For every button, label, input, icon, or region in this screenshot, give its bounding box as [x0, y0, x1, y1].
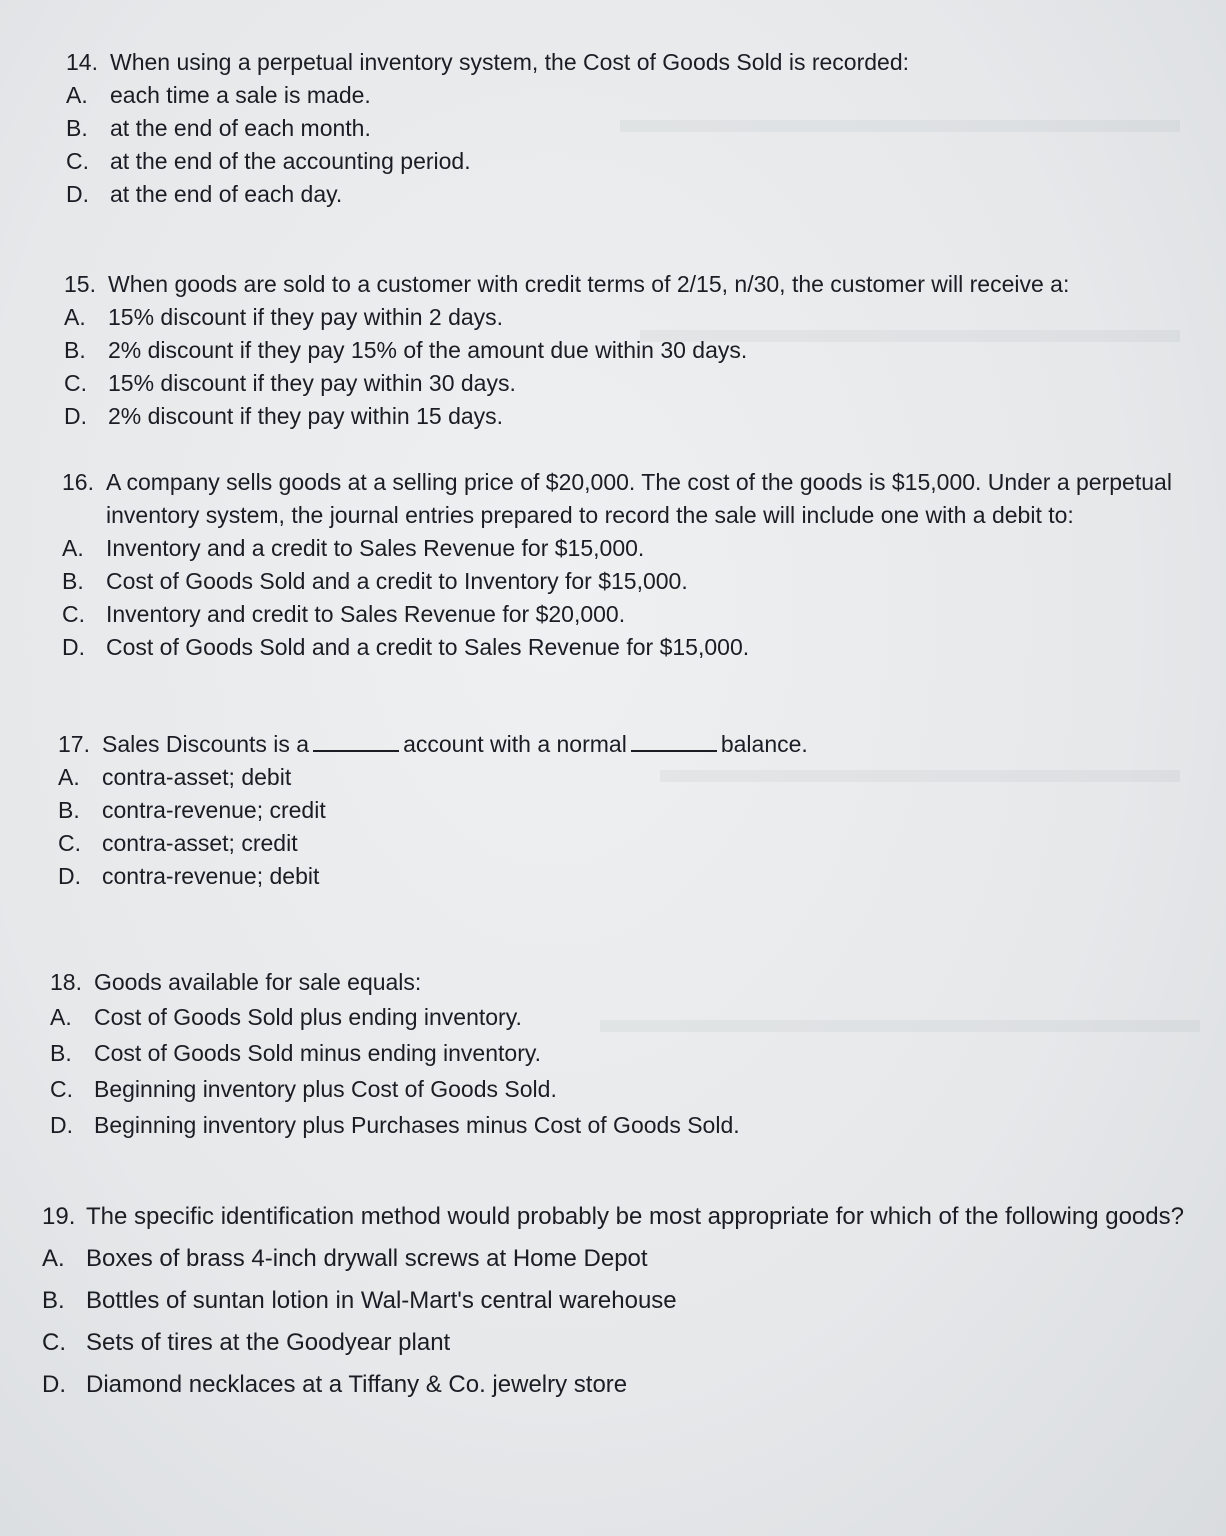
answer-option-b[interactable]: [42, 1280, 1202, 1322]
answer-option-b[interactable]: [58, 794, 1188, 827]
question-15: [64, 268, 1194, 433]
option-text: at the end of each month.: [110, 115, 371, 141]
option-letter: D.: [64, 403, 87, 429]
option-letter: B.: [42, 1287, 65, 1314]
option-letter: B.: [58, 797, 80, 823]
question-stem: [50, 966, 1200, 999]
answer-option-d[interactable]: [66, 178, 1186, 211]
option-letter: A.: [66, 82, 88, 108]
option-text: Cost of Goods Sold and a credit to Sales Revenue for $15,000.: [106, 634, 750, 660]
option-text: Sets of tires at the Goodyear plant: [86, 1329, 451, 1356]
answer-option-b[interactable]: [66, 112, 1186, 145]
answer-option-d[interactable]: [64, 400, 1194, 433]
option-text: Diamond necklaces at a Tiffany & Co. jewelry store: [86, 1371, 628, 1398]
answer-option-d[interactable]: [50, 1107, 1200, 1143]
question-number: 14.: [66, 49, 98, 75]
question-text-part: Sales Discounts is a: [102, 731, 310, 757]
answer-option-b[interactable]: [50, 1035, 1200, 1071]
option-letter: D.: [42, 1371, 66, 1398]
option-text: 2% discount if they pay within 15 days.: [108, 403, 504, 429]
option-letter: A.: [58, 764, 80, 790]
option-text: at the end of each day.: [110, 181, 343, 207]
question-number: 19.: [42, 1203, 76, 1230]
question-number: 16.: [62, 469, 94, 495]
option-text: 15% discount if they pay within 2 days.: [108, 304, 504, 330]
answer-option-d[interactable]: [62, 631, 1212, 664]
answer-options: [58, 761, 1188, 893]
answer-options: [66, 79, 1186, 211]
answer-option-c[interactable]: [64, 367, 1194, 400]
answer-option-b[interactable]: [62, 565, 1212, 598]
option-letter: B.: [62, 568, 84, 594]
option-letter: A.: [64, 304, 86, 330]
answer-options: [50, 999, 1200, 1143]
option-letter: C.: [62, 601, 85, 627]
option-letter: B.: [50, 1040, 72, 1066]
option-text: Boxes of brass 4-inch drywall screws at Home Depot: [86, 1245, 648, 1272]
answer-option-a[interactable]: [64, 301, 1194, 334]
question-stem: [58, 728, 1188, 761]
answer-option-a[interactable]: [62, 532, 1212, 565]
option-letter: C.: [50, 1076, 73, 1102]
option-text: contra-asset; credit: [102, 830, 298, 856]
option-letter: C.: [66, 148, 89, 174]
answer-option-c[interactable]: [58, 827, 1188, 860]
answer-option-d[interactable]: [58, 860, 1188, 893]
answer-option-a[interactable]: [42, 1238, 1202, 1280]
question-text: [102, 728, 1188, 761]
answer-options: [64, 301, 1194, 433]
option-text: Inventory and a credit to Sales Revenue for $15,000.: [106, 535, 645, 561]
answer-blank[interactable]: [313, 732, 399, 752]
option-text: 15% discount if they pay within 30 days.: [108, 370, 516, 396]
answer-option-b[interactable]: [64, 334, 1194, 367]
option-text: contra-revenue; credit: [102, 797, 326, 823]
option-text: Cost of Goods Sold plus ending inventory.: [94, 1004, 522, 1030]
answer-options: [42, 1238, 1202, 1406]
option-letter: C.: [64, 370, 87, 396]
option-text: 2% discount if they pay 15% of the amount due within 30 days.: [108, 337, 748, 363]
option-text: Beginning inventory plus Cost of Goods Sold.: [94, 1076, 557, 1102]
answer-option-c[interactable]: [62, 598, 1212, 631]
answer-option-a[interactable]: [58, 761, 1188, 794]
question-text: When using a perpetual inventory system, the Cost of Goods Sold is recorded:: [110, 49, 910, 75]
option-text: each time a sale is made.: [110, 82, 371, 108]
option-text: Beginning inventory plus Purchases minus Cost of Goods Sold.: [94, 1112, 740, 1138]
question-stem: [64, 268, 1194, 301]
question-number: 15.: [64, 271, 96, 297]
question-14: [66, 46, 1186, 211]
question-text-part: account with a normal: [403, 731, 627, 757]
question-number: 18.: [50, 969, 82, 995]
option-letter: A.: [50, 1004, 72, 1030]
answer-option-c[interactable]: [50, 1071, 1200, 1107]
answer-option-d[interactable]: [42, 1364, 1202, 1406]
option-letter: B.: [64, 337, 86, 363]
answer-options: [62, 532, 1212, 664]
option-text: Bottles of suntan lotion in Wal-Mart's central warehouse: [86, 1287, 677, 1314]
option-letter: A.: [42, 1245, 65, 1272]
question-text-part: balance.: [720, 731, 808, 757]
option-letter: D.: [58, 863, 81, 889]
question-17: [58, 728, 1188, 893]
answer-option-a[interactable]: [50, 999, 1200, 1035]
question-text: When goods are sold to a customer with credit terms of 2/15, n/30, the customer will receive a:: [108, 271, 1070, 297]
question-text: Goods available for sale equals:: [94, 969, 422, 995]
option-letter: C.: [58, 830, 81, 856]
option-letter: A.: [62, 535, 84, 561]
question-stem: [42, 1196, 1202, 1238]
option-letter: C.: [42, 1329, 66, 1356]
question-number: 17.: [58, 731, 90, 757]
question-19: [42, 1196, 1202, 1406]
option-text: contra-revenue; debit: [102, 863, 320, 889]
option-text: at the end of the accounting period.: [110, 148, 471, 174]
option-letter: D.: [62, 634, 85, 660]
option-text: Inventory and credit to Sales Revenue for $20,000.: [106, 601, 626, 627]
answer-option-c[interactable]: [66, 145, 1186, 178]
answer-option-a[interactable]: [66, 79, 1186, 112]
option-letter: D.: [50, 1112, 73, 1138]
option-letter: D.: [66, 181, 89, 207]
question-text: A company sells goods at a selling price of $20,000. The cost of the goods is $15,000. Under a perpetual inventory system, the journal entries prepared to record the sale will include one with a debit to:: [106, 469, 1172, 528]
answer-option-c[interactable]: [42, 1322, 1202, 1364]
question-stem: [66, 46, 1186, 79]
answer-blank[interactable]: [631, 732, 717, 752]
question-stem: [62, 466, 1212, 532]
option-text: Cost of Goods Sold and a credit to Inventory for $15,000.: [106, 568, 688, 594]
question-text: The specific identification method would probably be most appropriate for which of the following goods?: [86, 1203, 1184, 1230]
option-text: contra-asset; debit: [102, 764, 292, 790]
option-text: Cost of Goods Sold minus ending inventory.: [94, 1040, 542, 1066]
option-letter: B.: [66, 115, 88, 141]
question-18: [50, 966, 1200, 1143]
question-16: [62, 466, 1212, 664]
